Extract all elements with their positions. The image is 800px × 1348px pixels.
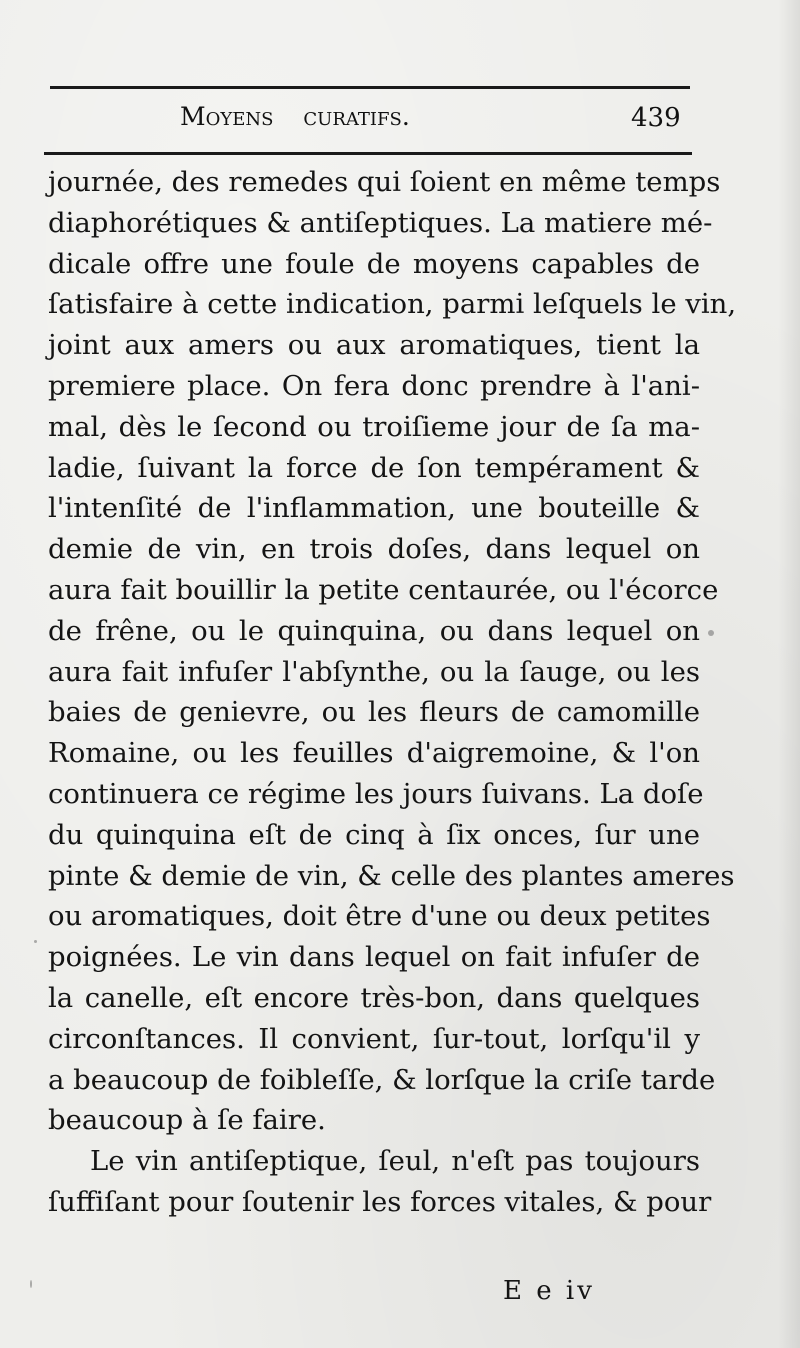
text-line: ou aromatiques, doit être d'une ou deux petites — [48, 900, 711, 933]
text-line: continuera ce régime les jours ſuivans. La doſe — [48, 777, 704, 810]
signature-catchword: E e iv — [503, 1276, 595, 1306]
text-line: l'intenſité de l'inflammation, une bouteille & — [48, 492, 700, 525]
text-line: diaphorétiques & antiſeptiques. La matiere mé- — [48, 206, 713, 239]
text-line: mal, dès le ſecond ou troiſieme jour de ſa ma- — [48, 410, 700, 443]
body-text — [48, 162, 737, 1223]
paragraph-start-line: Le vin antiſeptique, ſeul, n'eſt pas toujours — [90, 1145, 700, 1178]
page-number: 439 — [631, 103, 681, 133]
paper-speck — [30, 1280, 32, 1288]
paragraph-end-line: beaucoup à ſe faire. — [48, 1104, 326, 1137]
text-line: baies de genievre, ou les fleurs de camomille — [48, 696, 700, 729]
paper-speck — [708, 630, 714, 636]
header-rule-bottom — [44, 152, 692, 155]
text-line: demie de vin, en trois doſes, dans lequel on — [48, 533, 700, 566]
text-line: la canelle, eſt encore très-bon, dans quelques — [48, 981, 700, 1014]
text-line: ſatisfaire à cette indication, parmi leſquels le vin, — [48, 288, 737, 321]
text-line: ſuffiſant pour ſoutenir les forces vitales, & pour — [48, 1185, 712, 1218]
text-line: joint aux amers ou aux aromatiques, tient la — [48, 329, 700, 362]
text-line: aura fait infuſer l'abſynthe, ou la ſauge, ou les — [48, 655, 700, 688]
text-line: aura fait bouillir la petite centaurée, ou l'écorce — [48, 573, 719, 606]
page-gutter-shadow — [778, 0, 800, 1348]
text-line: pinte & demie de vin, & celle des plantes ameres — [48, 859, 735, 892]
text-line: circonſtances. Il convient, ſur-tout, lorſqu'il y — [48, 1022, 700, 1055]
text-line: a beaucoup de foibleſſe, & lorſque la criſe tarde — [48, 1063, 716, 1096]
text-line: Romaine, ou les feuilles d'aigremoine, & l'on — [48, 737, 700, 770]
text-line: de frêne, ou le quinquina, ou dans lequel on — [48, 614, 700, 647]
paper-speck — [34, 940, 37, 943]
running-head: Moyens curatifs. — [180, 102, 410, 131]
text-line: dicale offre une foule de moyens capables de — [48, 247, 700, 280]
text-line: ladie, ſuivant la force de ſon tempérament & — [48, 451, 700, 484]
header-rule-top — [50, 86, 690, 89]
text-line: premiere place. On fera donc prendre à l'ani- — [48, 369, 700, 402]
text-line: du quinquina eſt de cinq à ſix onces, ſur une — [48, 818, 700, 851]
text-line: poignées. Le vin dans lequel on fait infuſer de — [48, 941, 700, 974]
text-line: journée, des remedes qui ſoient en même temps — [48, 166, 721, 198]
